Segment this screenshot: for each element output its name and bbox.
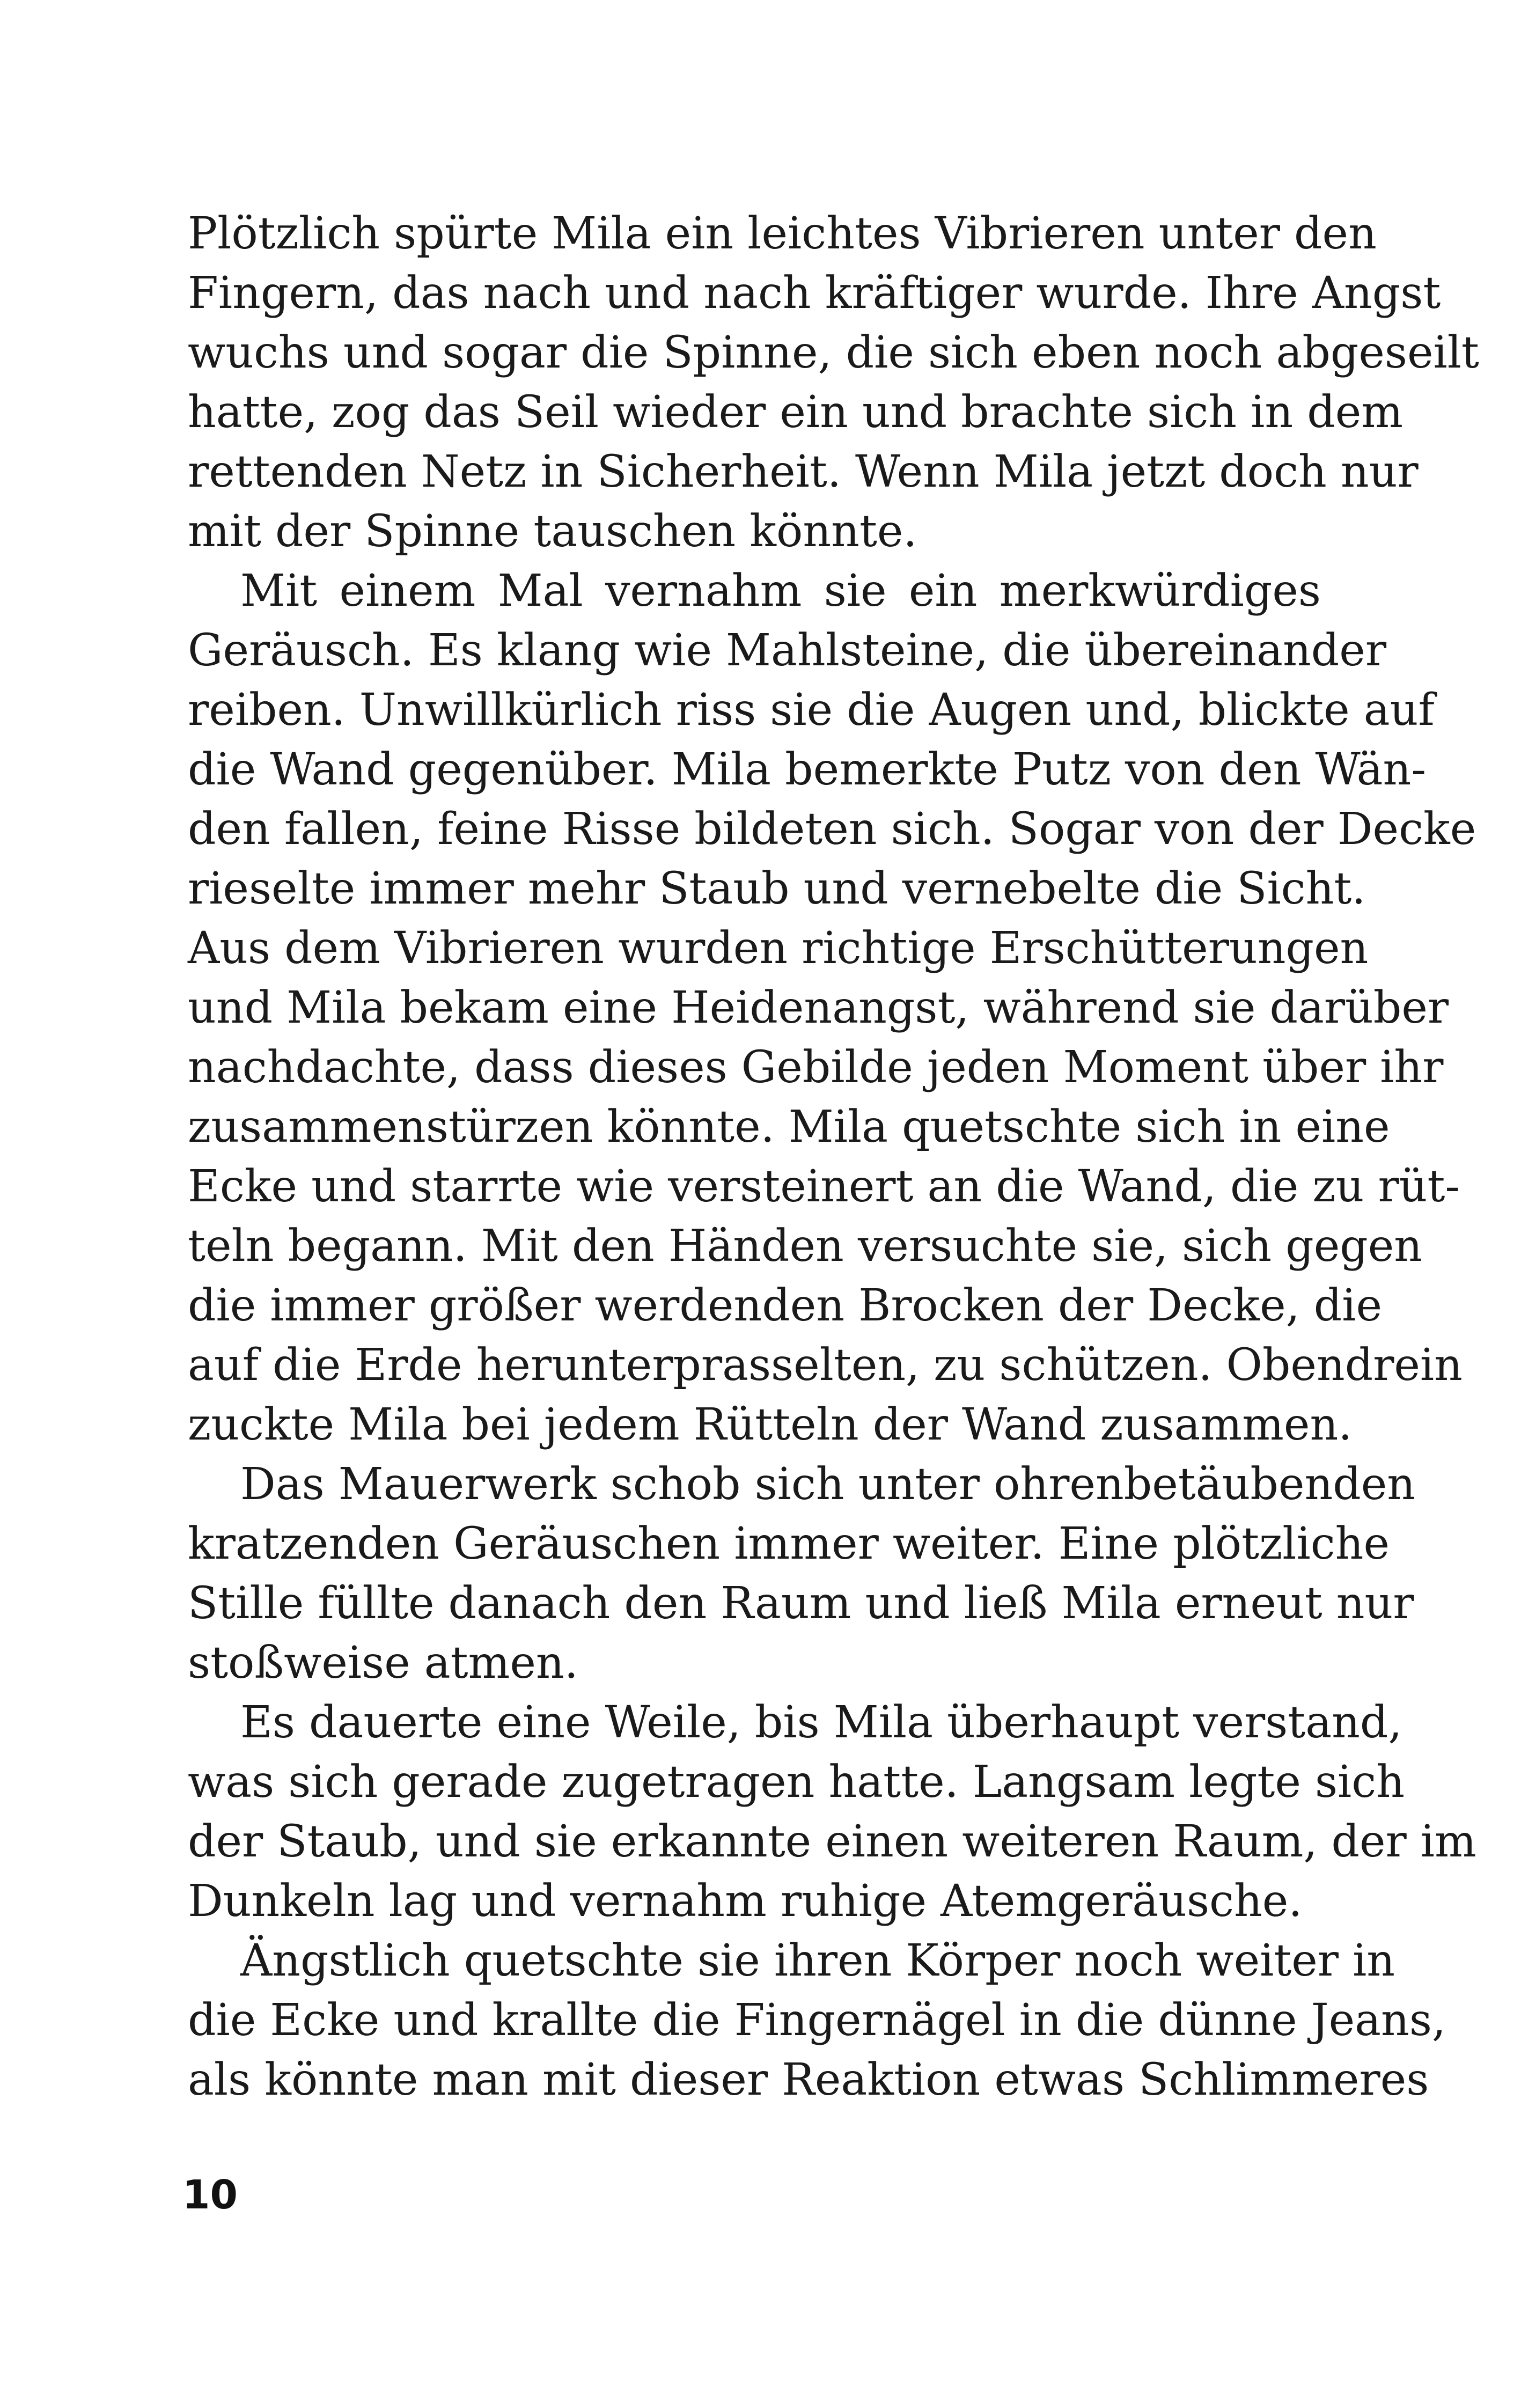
- text-line: zusammenstürzen könnte. Mila quetschte sich in eine: [188, 1102, 1390, 1152]
- text-line: hatte, zog das Seil wieder ein und brachte sich in dem: [188, 387, 1404, 438]
- text-line: die Ecke und krallte die Fingernägel in die dünne Jeans,: [188, 1995, 1446, 2046]
- text-line: die Wand gegenüber. Mila bemerkte Putz von den Wän-: [188, 744, 1427, 795]
- body-text: [188, 204, 1479, 2110]
- text-line: wuchs und sogar die Spinne, die sich eben noch abgeseilt: [188, 327, 1479, 378]
- text-line: rettenden Netz in Sicherheit. Wenn Mila jetzt doch nur: [188, 446, 1419, 497]
- text-line: was sich gerade zugetragen hatte. Langsam legte sich: [188, 1757, 1405, 1808]
- text-line: Es dauerte eine Weile, bis Mila überhaupt verstand,: [240, 1697, 1402, 1748]
- text-line: der Staub, und sie erkannte einen weiteren Raum, der im: [188, 1816, 1476, 1867]
- text-line: rieselte immer mehr Staub und vernebelte die Sicht.: [188, 863, 1366, 914]
- text-line: Ängstlich quetschte sie ihren Körper noch weiter in: [240, 1935, 1395, 1986]
- paragraph-1: [188, 204, 1479, 561]
- text-line: nachdachte, dass dieses Gebilde jeden Moment über ihr: [188, 1042, 1444, 1093]
- text-line: auf die Erde herunterprasselten, zu schützen. Obendrein: [188, 1340, 1463, 1391]
- text-line: Stille füllte danach den Raum und ließ Mila erneut nur: [188, 1578, 1414, 1629]
- text-line: mit der Spinne tauschen könnte.: [188, 506, 917, 557]
- text-line: Ecke und starrte wie versteinert an die Wand, die zu rüt-: [188, 1161, 1460, 1212]
- text-line: den fallen, feine Risse bildeten sich. Sogar von der Decke: [188, 804, 1476, 855]
- text-line: Dunkeln lag und vernahm ruhige Atemgeräusche.: [188, 1876, 1303, 1927]
- text-line: und Mila bekam eine Heidenangst, während sie darüber: [188, 982, 1449, 1033]
- text-line: reiben. Unwillkürlich riss sie die Augen und, blickte auf: [188, 685, 1435, 736]
- paragraph-4: [188, 1693, 1476, 1931]
- text-line: als könnte man mit dieser Reaktion etwas Schlimmeres: [188, 2054, 1429, 2105]
- text-line: stoßweise atmen.: [188, 1638, 578, 1688]
- text-line: Das Mauerwerk schob sich unter ohrenbetäubenden: [240, 1459, 1416, 1510]
- paragraph-5: [188, 1931, 1446, 2110]
- paragraph-3: [188, 1455, 1416, 1693]
- paragraph-2: [188, 561, 1476, 1455]
- text-line: teln begann. Mit den Händen versuchte sie, sich gegen: [188, 1221, 1423, 1272]
- text-line: kratzenden Geräuschen immer weiter. Eine plötzliche: [188, 1518, 1390, 1569]
- text-line: Fingern, das nach und nach kräftiger wurde. Ihre Angst: [188, 268, 1441, 319]
- text-line: Geräusch. Es klang wie Mahlsteine, die übereinander: [188, 625, 1387, 676]
- page-number: 10: [182, 2172, 238, 2218]
- text-line: zuckte Mila bei jedem Rütteln der Wand zusammen.: [188, 1399, 1353, 1450]
- text-line: Aus dem Vibrieren wurden richtige Erschütterungen: [188, 923, 1369, 974]
- text-line: die immer größer werdenden Brocken der Decke, die: [188, 1280, 1383, 1331]
- text-line: Mit einem Mal vernahm sie ein merkwürdiges: [240, 566, 1321, 616]
- text-line: Plötzlich spürte Mila ein leichtes Vibrieren unter den: [188, 208, 1377, 259]
